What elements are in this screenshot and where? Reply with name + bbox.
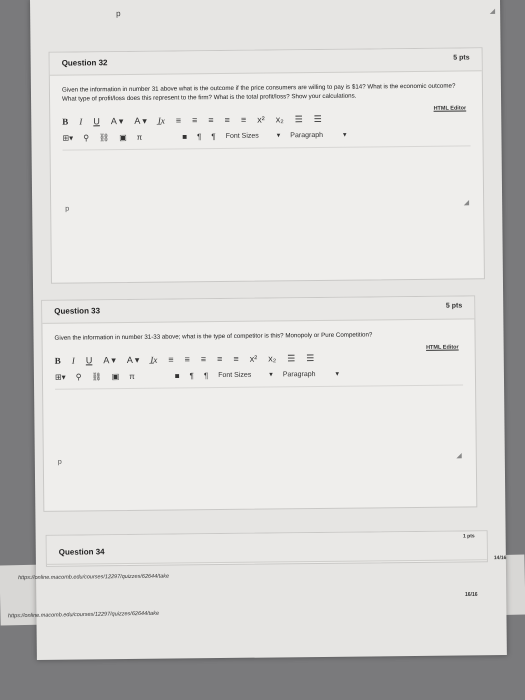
align-justify-icon[interactable]: ≡ (224, 114, 230, 125)
align-left-icon[interactable]: ≡ (175, 115, 182, 126)
question-title: Question 33 (54, 306, 101, 316)
align-center-icon[interactable]: ≡ (192, 115, 198, 126)
print-page-number-2: 16/16 (465, 592, 478, 598)
question-points: 5 pts (453, 54, 470, 62)
paragraph-select[interactable]: Paragraph (282, 370, 316, 378)
question-title: Question 34 (58, 547, 105, 557)
question-text: Given the information in number 31-33 above; what is the type of competitor is this? Monopoly or Pure Competition? (54, 331, 373, 342)
superscript-icon[interactable]: x² (257, 114, 265, 125)
question-33-card (41, 295, 477, 512)
question-header (42, 296, 474, 324)
rtl-icon[interactable]: ¶ (203, 370, 209, 380)
path-tag: p (116, 9, 121, 19)
bold-button[interactable]: B (62, 116, 69, 127)
printed-page (18, 0, 507, 660)
question-points: 5 pts (445, 302, 463, 310)
unlink-icon[interactable]: ⛓ (98, 132, 110, 142)
rtl-icon[interactable]: ¶ (211, 131, 216, 141)
html-editor-link[interactable]: HTML Editor (433, 105, 467, 112)
font-sizes-select[interactable]: Font Sizes (225, 132, 259, 140)
rich-text-editor (62, 105, 471, 213)
align-left-icon[interactable]: ≡ (168, 354, 174, 365)
media-icon[interactable]: ■ (182, 131, 188, 141)
math-icon[interactable]: π (129, 371, 135, 381)
italic-button[interactable]: I (79, 116, 83, 127)
unlink-icon[interactable]: ⛓ (91, 371, 102, 381)
answer-text-area[interactable] (55, 384, 464, 466)
paragraph-select[interactable]: Paragraph (290, 131, 324, 139)
editor-toolbar-2 (62, 125, 470, 145)
font-sizes-dropdown-icon[interactable]: ▾ (269, 371, 273, 379)
ltr-icon[interactable]: ¶ (197, 131, 202, 141)
align-right-icon[interactable]: ≡ (208, 115, 214, 126)
indent-icon[interactable]: ≡ (233, 353, 239, 364)
image-icon[interactable]: ▣ (119, 132, 127, 142)
math-icon[interactable]: π (136, 132, 143, 142)
link-icon[interactable]: ⚲ (83, 132, 90, 142)
resize-handle-icon[interactable]: ◢ (463, 199, 470, 207)
resize-handle-icon[interactable]: ◢ (456, 452, 462, 460)
previous-editor-bottom (78, 0, 503, 34)
link-icon[interactable]: ⚲ (75, 371, 82, 382)
superscript-icon[interactable]: x² (249, 353, 258, 364)
question-points: 1 pts (462, 533, 475, 540)
answer-text-area[interactable] (63, 145, 472, 213)
paragraph-dropdown-icon[interactable]: ▾ (342, 131, 347, 139)
underline-button[interactable]: U (93, 116, 100, 127)
font-sizes-select[interactable]: Font Sizes (218, 371, 252, 379)
align-justify-icon[interactable]: ≡ (217, 354, 223, 365)
text-color-button[interactable]: A ▾ (103, 354, 116, 365)
table-icon[interactable]: ⊞▾ (62, 133, 74, 143)
font-sizes-dropdown-icon[interactable]: ▾ (276, 132, 281, 140)
resize-handle-icon[interactable]: ◢ (489, 8, 496, 16)
ltr-icon[interactable]: ¶ (189, 370, 194, 380)
indent-icon[interactable]: ≡ (240, 114, 247, 125)
rich-text-editor (54, 344, 464, 466)
media-icon[interactable]: ■ (174, 370, 180, 381)
image-icon[interactable]: ▣ (111, 371, 120, 381)
text-color-button[interactable]: A ▾ (110, 115, 124, 126)
print-footer-url-2: https://online.macomb.edu/courses/12297/quizzes/62644/take (7, 610, 160, 620)
question-header (47, 531, 487, 565)
print-footer-url: https://online.macomb.edu/courses/12297/quizzes/62644/take (18, 573, 170, 582)
clear-format-icon[interactable]: I̲x (150, 354, 158, 365)
underline-button[interactable]: U (85, 355, 93, 366)
path-tag: p (65, 205, 70, 213)
question-title: Question 32 (61, 58, 108, 68)
numbered-list-icon[interactable]: ☰ (306, 352, 315, 363)
italic-button[interactable]: I (71, 355, 75, 366)
question-header (50, 48, 482, 76)
bold-button[interactable]: B (54, 355, 61, 366)
clear-format-icon[interactable]: I̲x (157, 115, 165, 126)
numbered-list-icon[interactable]: ☰ (313, 113, 322, 124)
print-page-number: 14/16 (493, 555, 507, 562)
question-34-card (46, 530, 488, 567)
question-32-card (49, 47, 485, 284)
align-right-icon[interactable]: ≡ (200, 354, 207, 365)
path-tag: p (57, 458, 62, 466)
bullet-list-icon[interactable]: ☰ (294, 113, 303, 124)
bullet-list-icon[interactable]: ☰ (287, 352, 296, 363)
html-editor-link[interactable]: HTML Editor (426, 344, 459, 351)
question-text: Given the information in number 31 above what is the outcome if the price consumers are willing to pay is $14? What is the economic outcome? What type of profit/loss does this represent to the firm? What is the total profit/loss? Show your calculations. (61, 82, 456, 103)
table-icon[interactable]: ⊞▾ (54, 372, 66, 382)
subscript-icon[interactable]: x₂ (275, 114, 284, 125)
background-color-button[interactable]: A ▾ (134, 115, 147, 126)
background-color-button[interactable]: A ▾ (126, 354, 140, 365)
align-center-icon[interactable]: ≡ (184, 354, 190, 365)
subscript-icon[interactable]: x₂ (268, 353, 277, 364)
paragraph-dropdown-icon[interactable]: ▾ (335, 370, 340, 378)
editor-toolbar-2 (55, 364, 463, 384)
